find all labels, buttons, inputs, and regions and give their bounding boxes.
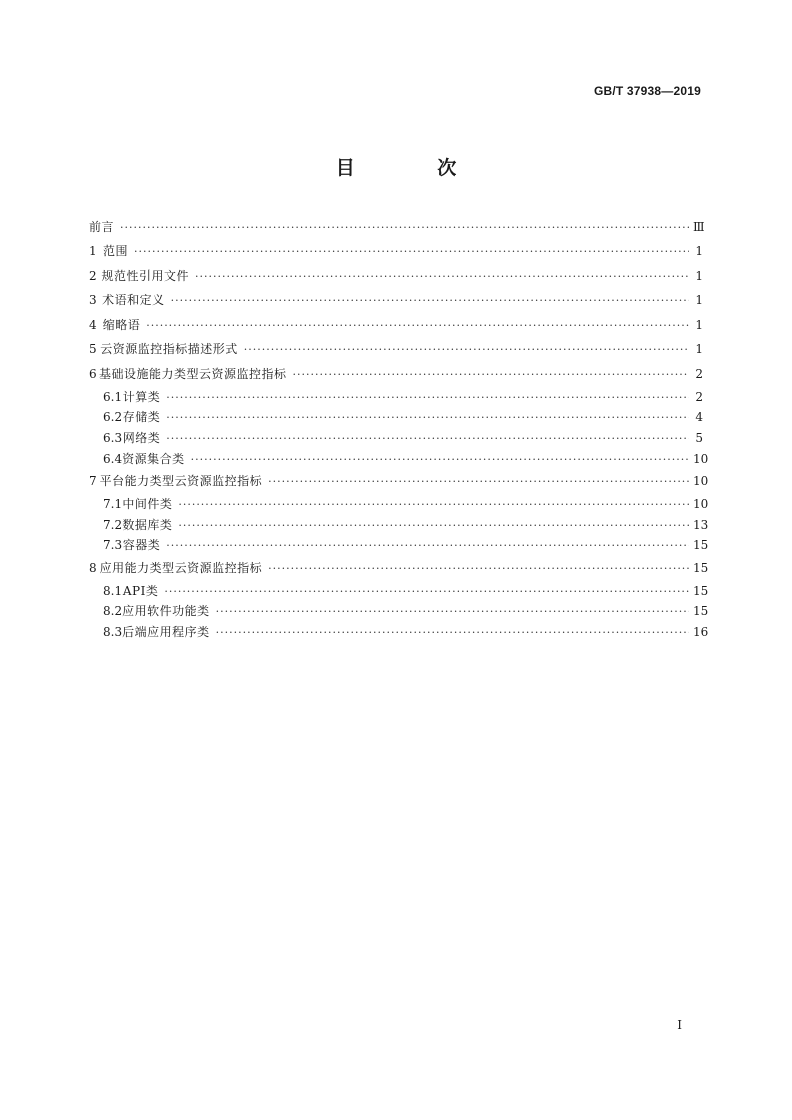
- toc-entry-number: 3: [89, 293, 97, 308]
- standard-code: GB/T 37938—2019: [593, 84, 701, 98]
- toc-entry[interactable]: [89, 469, 709, 494]
- toc-entry-label: 云资源监控指标描述形式: [100, 342, 238, 357]
- toc-entry-label: 规范性引用文件: [101, 268, 189, 283]
- toc-entry-label: 数据库类: [122, 517, 173, 532]
- toc-entry[interactable]: [89, 216, 703, 239]
- toc-entry-number: 4: [89, 317, 97, 332]
- toc-entry-label: 存储类: [122, 410, 161, 425]
- toc-entry-number: 6.4: [103, 451, 123, 466]
- toc-entry-label: API类: [122, 583, 159, 598]
- toc-entry-page: 4: [695, 410, 703, 425]
- toc-entry[interactable]: [89, 622, 709, 643]
- toc-entry-page: 16: [693, 624, 709, 639]
- page-number: I: [677, 1018, 682, 1032]
- toc-entry[interactable]: [89, 494, 709, 515]
- toc-entry-page: 2: [695, 389, 703, 404]
- toc-dot-leader: [166, 429, 689, 450]
- toc-entry[interactable]: [89, 288, 703, 313]
- toc-entry[interactable]: [89, 313, 703, 338]
- toc-entry[interactable]: [89, 581, 709, 602]
- toc-dot-leader: [268, 470, 689, 495]
- toc-dot-leader: [134, 240, 689, 265]
- toc-dot-leader: [146, 314, 689, 339]
- toc-entry[interactable]: [89, 428, 703, 449]
- toc-entry-label: 前言: [89, 220, 115, 234]
- toc-entry-label: 网络类: [122, 430, 161, 445]
- toc-entry-number: 1: [89, 244, 97, 258]
- toc-entry-label: 中间件类: [122, 496, 173, 511]
- toc-dot-leader: [164, 582, 689, 603]
- toc-entry-page: 1: [695, 317, 703, 332]
- toc-entry-number: 8.2: [103, 604, 123, 619]
- toc-entry-label: 应用能力类型云资源监控指标: [99, 560, 263, 575]
- toc-entry-page: 15: [693, 583, 709, 598]
- toc-entry-number: 6.2: [103, 410, 123, 425]
- toc-entry-number: 6: [89, 366, 97, 381]
- toc-entry-label: 平台能力类型云资源监控指标: [99, 474, 263, 489]
- toc-entry-number: 8.3: [103, 624, 123, 639]
- toc-dot-leader: [216, 623, 689, 644]
- toc-entry[interactable]: [89, 337, 703, 362]
- toc-entry-label: 资源集合类: [122, 451, 185, 466]
- toc-entry-number: 5: [89, 342, 97, 357]
- toc-entry[interactable]: [89, 362, 703, 387]
- toc-entry-page: 5: [695, 430, 703, 445]
- toc-dot-leader: [166, 388, 689, 409]
- toc-dot-leader: [293, 363, 689, 388]
- toc-dot-leader: [195, 265, 689, 290]
- toc-entry-label: 范围: [103, 244, 129, 258]
- toc-entry-label: 基础设施能力类型云资源监控指标: [99, 366, 287, 381]
- toc-entry-label: 后端应用程序类: [122, 624, 210, 639]
- toc-entry-page: 15: [693, 538, 709, 553]
- toc-entry-page: 2: [695, 366, 703, 381]
- toc-entry-page: 1: [695, 268, 703, 283]
- toc-entry-number: 6.1: [103, 389, 123, 404]
- toc-dot-leader: [178, 495, 689, 516]
- toc-entry-number: 7.1: [103, 496, 123, 511]
- toc-dot-leader: [120, 216, 689, 239]
- toc-dot-leader: [216, 602, 689, 623]
- toc-entry-label: 计算类: [122, 389, 161, 404]
- toc-entry-label: 容器类: [122, 538, 161, 553]
- toc-dot-leader: [268, 557, 689, 582]
- toc-entry[interactable]: [89, 556, 709, 581]
- toc-dot-leader: [166, 536, 689, 557]
- toc-entry-page: 1: [695, 342, 703, 357]
- toc-entry-number: 2: [89, 268, 97, 283]
- toc-entry[interactable]: [89, 407, 703, 428]
- toc-entry-page: 13: [693, 517, 709, 532]
- toc-entry-page: 10: [693, 451, 709, 466]
- toc-entry-number: 8: [89, 560, 97, 575]
- toc-entry[interactable]: [89, 535, 709, 556]
- toc-dot-leader: [178, 516, 689, 537]
- toc-entry-page: 1: [695, 293, 703, 308]
- toc-dot-leader: [171, 289, 689, 314]
- toc-entry-label: 术语和定义: [102, 293, 165, 308]
- toc-entry-number: 6.3: [103, 430, 123, 445]
- toc-dot-leader: [244, 338, 689, 363]
- toc-entry-label: 缩略语: [102, 317, 141, 332]
- toc-entry-page: 15: [693, 560, 709, 575]
- toc-entry-page: 1: [695, 244, 703, 258]
- toc-entry-page: 10: [693, 496, 709, 511]
- toc-entry-page: 15: [693, 604, 709, 619]
- toc-entry-page: 10: [693, 474, 709, 489]
- toc-entry[interactable]: [89, 515, 709, 536]
- toc-entry-number: 8.1: [103, 583, 123, 598]
- toc-entry[interactable]: [89, 601, 709, 622]
- table-of-contents: [89, 216, 709, 643]
- toc-entry[interactable]: [89, 449, 709, 470]
- toc-entry[interactable]: [89, 239, 703, 264]
- toc-dot-leader: [166, 408, 689, 429]
- toc-entry-number: 7: [89, 474, 97, 489]
- toc-entry-number: 7.2: [103, 517, 123, 532]
- page-title: 目 次: [335, 157, 495, 179]
- toc-entry-number: 7.3: [103, 538, 123, 553]
- toc-entry[interactable]: [89, 264, 703, 289]
- toc-entry[interactable]: [89, 387, 703, 408]
- toc-entry-label: 应用软件功能类: [122, 604, 210, 619]
- toc-entry-page: Ⅲ: [693, 220, 705, 234]
- toc-dot-leader: [191, 450, 689, 471]
